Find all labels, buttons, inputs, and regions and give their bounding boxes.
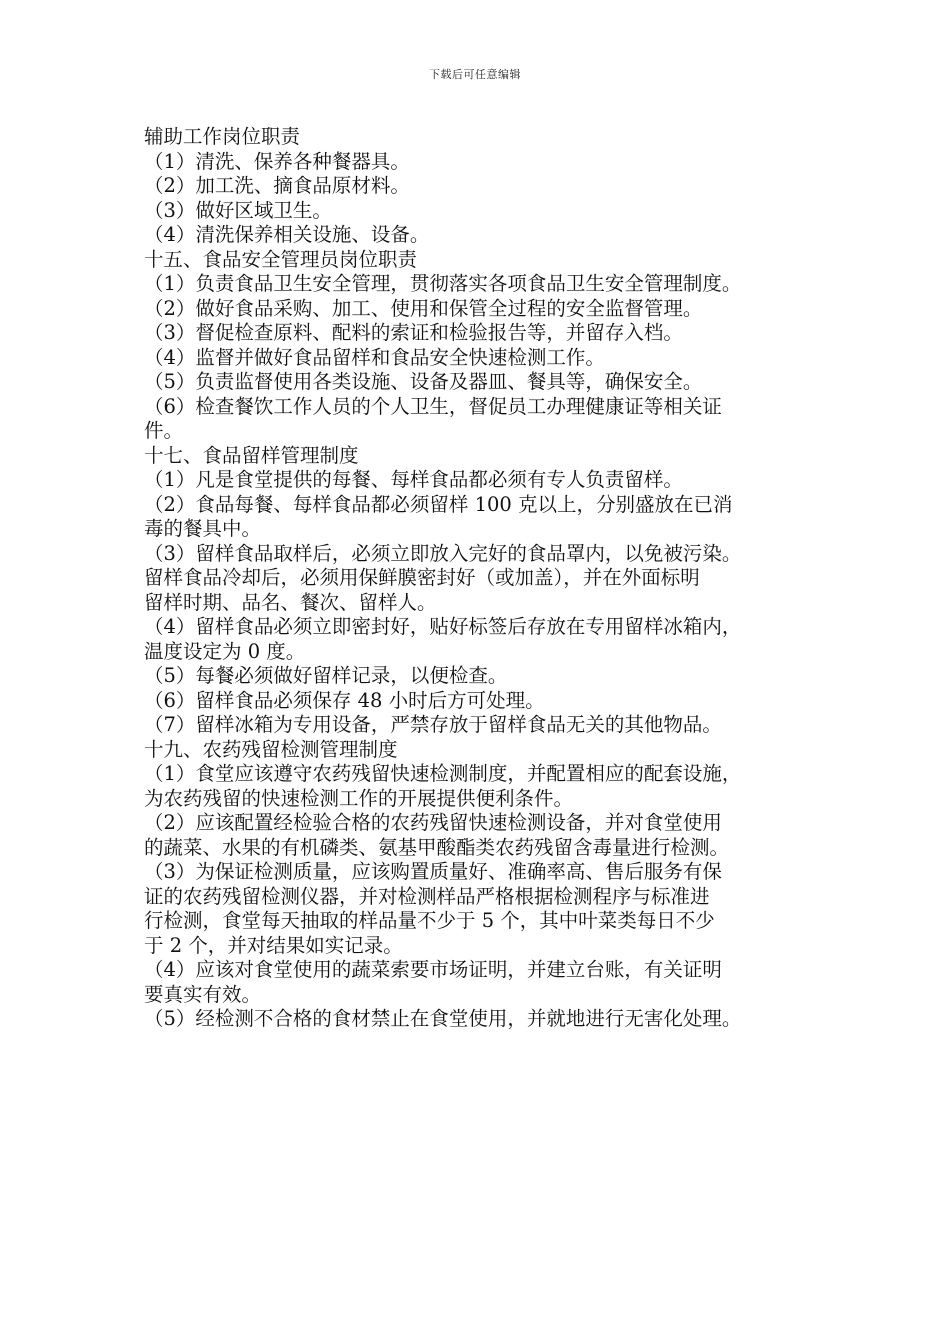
list-item: （5）经检测不合格的食材禁止在食堂使用，并就地进行无害化处理。 xyxy=(144,1007,742,1030)
list-item-continuation: 行检测，食堂每天抽取的样品量不少于 5 个，其中叶菜类每日不少 xyxy=(144,909,715,932)
list-item: （1）清洗、保养各种餐器具。 xyxy=(144,149,410,173)
list-item-continuation: 毒的餐具中。 xyxy=(144,517,262,540)
list-item: （2）加工洗、摘食品原材料。 xyxy=(144,174,410,197)
list-item: （3）为保证检测质量，应该购置质量好、准确率高、售后服务有保 xyxy=(144,860,722,883)
list-item-continuation: 证的农药残留检测仪器，并对检测样品严格根据检测程序与标准进 xyxy=(144,884,710,908)
list-item-continuation: 为农药残留的快速检测工作的开展提供便利条件。 xyxy=(144,786,574,810)
list-item: （4）监督并做好食品留样和食品安全快速检测工作。 xyxy=(144,345,605,369)
list-item: （5）负责监督使用各类设施、设备及器皿、餐具等，确保安全。 xyxy=(144,370,703,393)
list-item-continuation: 温度设定为 0 度。 xyxy=(144,639,306,663)
list-item: （3）做好区域卫生。 xyxy=(144,198,332,222)
list-item-continuation: 件。 xyxy=(144,419,184,442)
list-item-continuation: 于 2 个，并对结果如实记录。 xyxy=(144,933,403,957)
list-item: （3）留样食品取样后，必须立即放入完好的食品罩内，以免被污染。 xyxy=(144,541,742,565)
list-item: （1）食堂应该遵守农药残留快速检测制度，并配置相应的配套设施， xyxy=(144,762,742,785)
list-item: （4）应该对食堂使用的蔬菜索要市场证明，并建立台账，有关证明 xyxy=(144,958,722,981)
list-item: （4）留样食品必须立即密封好，贴好标签后存放在专用留样冰箱内， xyxy=(144,615,742,638)
list-item: （2）应该配置经检验合格的农药残留快速检测设备，并对食堂使用 xyxy=(144,811,722,834)
page-header: 下载后可任意编辑 xyxy=(429,68,521,81)
list-item-continuation: 留样食品冷却后，必须用保鲜膜密封好（或加盖），并在外面标明 xyxy=(144,566,700,589)
list-item-continuation: 要真实有效。 xyxy=(144,982,262,1006)
list-item: （2）做好食品采购、加工、使用和保管全过程的安全监督管理。 xyxy=(144,296,703,320)
list-item: （6）留样食品必须保存 48 小时后方可处理。 xyxy=(144,688,545,712)
list-item: （1）凡是食堂提供的每餐、每样食品都必须有专人负责留样。 xyxy=(144,468,683,491)
section-title: 十五、食品安全管理员岗位职责 xyxy=(144,247,418,271)
list-item: （6）检查餐饮工作人员的个人卫生，督促员工办理健康证等相关证 xyxy=(144,394,722,418)
list-item: （7）留样冰箱为专用设备，严禁存放于留样食品无关的其他物品。 xyxy=(144,713,722,736)
list-item: （3）督促检查原料、配料的索证和检验报告等，并留存入档。 xyxy=(144,321,683,344)
section-title: 十七、食品留样管理制度 xyxy=(144,443,359,467)
list-item-continuation: 留样时期、品名、餐次、留样人。 xyxy=(144,590,437,614)
section-title: 辅助工作岗位职责 xyxy=(144,125,301,148)
list-item: （4）清洗保养相关设施、设备。 xyxy=(144,223,430,246)
list-item: （1）负责食品卫生安全管理，贯彻落实各项食品卫生安全管理制度。 xyxy=(144,272,742,295)
section-title: 十九、农药残留检测管理制度 xyxy=(144,737,398,761)
list-item: （5）每餐必须做好留样记录，以便检查。 xyxy=(144,664,508,687)
list-item: （2）食品每餐、每样食品都必须留样 100 克以上，分别盛放在已消 xyxy=(144,492,733,516)
document-body xyxy=(144,125,834,1032)
list-item-continuation: 的蔬菜、水果的有机磷类、氨基甲酸酯类农药残留含毒量进行检测。 xyxy=(144,835,730,859)
